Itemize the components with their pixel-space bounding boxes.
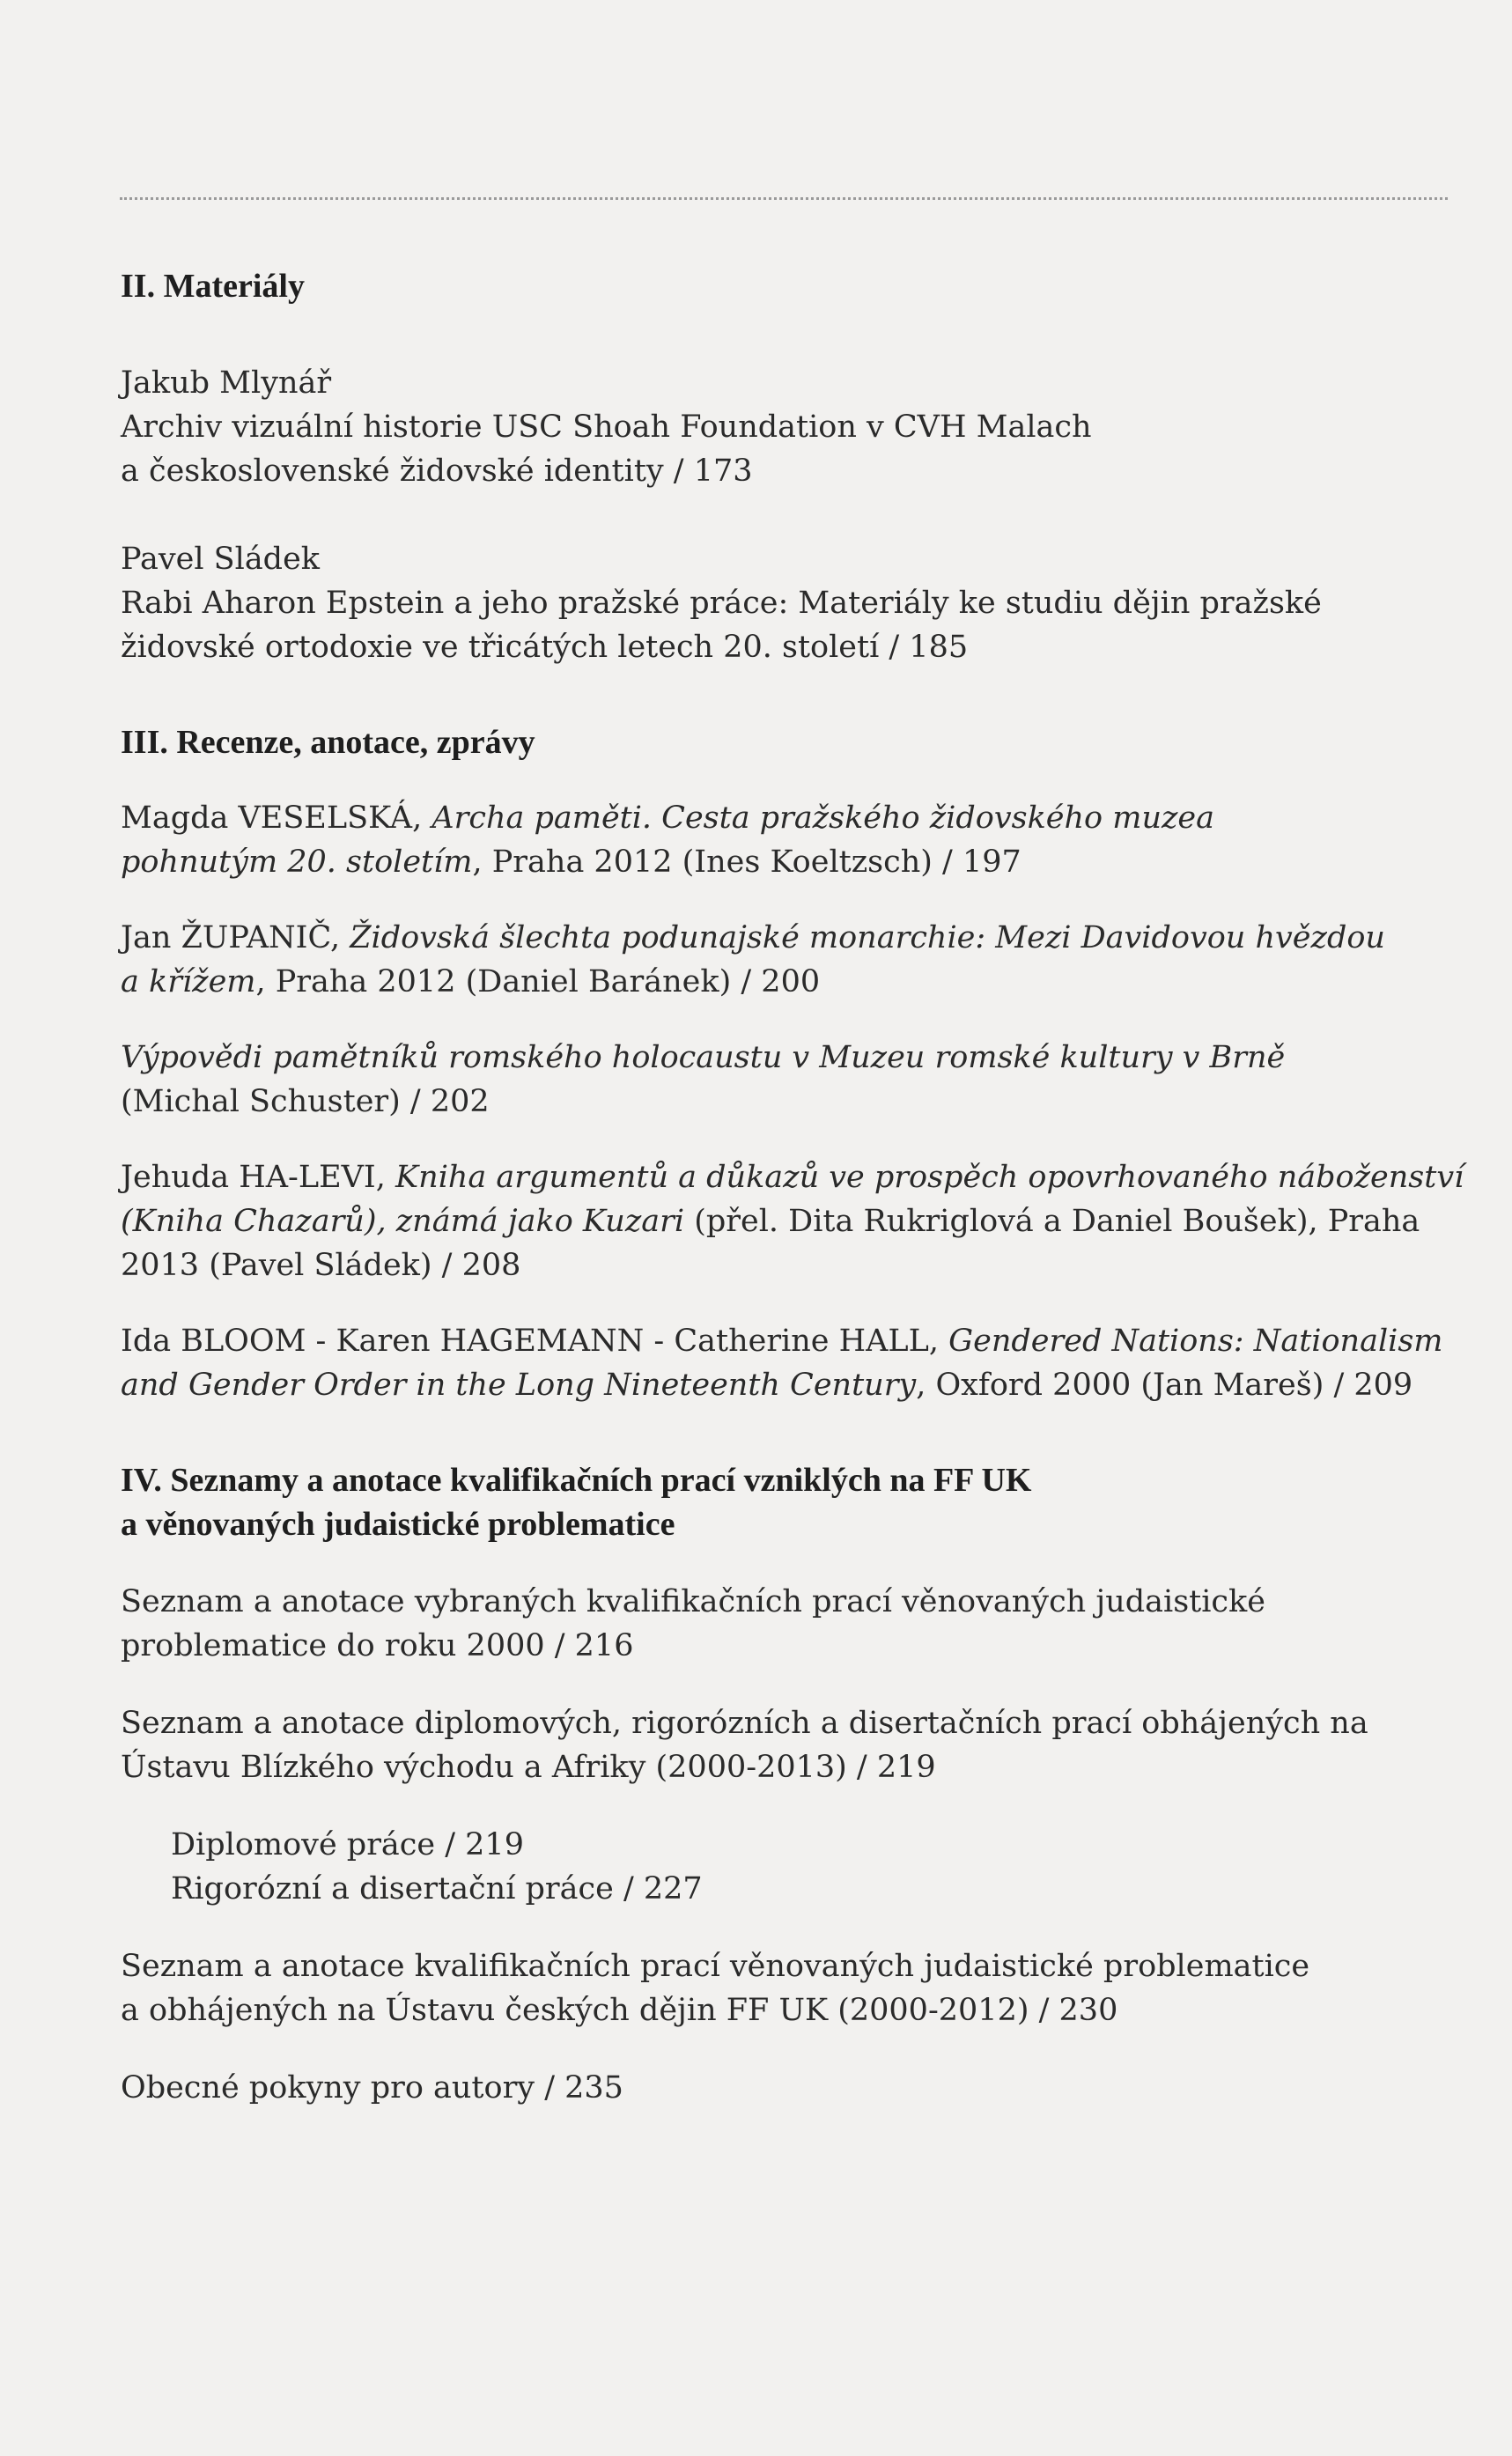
entry-title: (Kniha Chazarů), známá jako Kuzari: [121, 1204, 685, 1239]
toc-entry-seznam-do-2000: [121, 1580, 1442, 1668]
table-of-contents: [121, 264, 1464, 2110]
entry-title-line: Obecné pokyny pro autory / 235: [121, 2070, 623, 2106]
section-heading-seznamy: [121, 1458, 1442, 1546]
section-heading-recenze: III. Recenze, anotace, zprávy: [121, 724, 535, 761]
toc-entry-sladek: [121, 537, 1442, 669]
entry-title: a křížem: [121, 964, 256, 999]
toc-entry-veselska: [121, 796, 1442, 884]
entry-author: Jakub Mlynář: [121, 365, 332, 401]
section-heading-materialy: II. Materiály: [121, 268, 305, 305]
entry-author: Jan ŽUPANIČ,: [121, 920, 350, 955]
entry-title: Archa paměti. Cesta pražského židovského muzea: [431, 800, 1214, 836]
entry-title-line: a obhájených na Ústavu českých dějin FF UK (2000-2012) / 230: [121, 1993, 1118, 2028]
entry-title-line: Seznam a anotace vybraných kvalifikačních prací věnovaných judaistické: [121, 1584, 1265, 1619]
toc-entry-vypovedi: [121, 1036, 1442, 1124]
entry-title-line: židovské ortodoxie ve třicátých letech 20. století / 185: [121, 630, 969, 665]
entry-title-line: problematice do roku 2000 / 216: [121, 1628, 634, 1663]
entry-details: 2013 (Pavel Sládek) / 208: [121, 1248, 521, 1283]
entry-title: and Gender Order in the Long Nineteenth Century: [121, 1368, 917, 1403]
entry-details: , Praha 2012 (Daniel Baránek) / 200: [255, 964, 821, 999]
toc-entry-mlynar: [121, 361, 1442, 493]
entry-title-line: a československé židovské identity / 173: [121, 454, 753, 489]
toc-entry-bloom: [121, 1319, 1442, 1407]
entry-details: (Michal Schuster) / 202: [121, 1084, 490, 1119]
toc-entry-seznam-ubva: [121, 1701, 1442, 1789]
entry-details: , Oxford 2000 (Jan Mareš) / 209: [916, 1368, 1413, 1403]
toc-entry-zupanic: [121, 916, 1442, 1004]
entry-author: Magda VESELSKÁ,: [121, 800, 432, 836]
heading-line: IV. Seznamy a anotace kvalifikačních prací vzniklých na FF UK: [121, 1462, 1032, 1499]
entry-title: pohnutým 20. stoletím: [121, 844, 473, 880]
entry-title-line: Ústavu Blízkého východu a Afriky (2000-2013) / 219: [121, 1750, 936, 1785]
entry-title-line: Seznam a anotace diplomových, rigorózních a disertačních prací obhájených na: [121, 1706, 1368, 1741]
entry-details: , Praha 2012 (Ines Koeltzsch) / 197: [472, 844, 1022, 880]
entry-title: Kniha argumentů a důkazů ve prospěch opovrhovaného náboženství: [395, 1160, 1464, 1195]
entry-title-line: Rabi Aharon Epstein a jeho pražské práce: Materiály ke studiu dějin pražské: [121, 586, 1322, 621]
entry-title-line: Archiv vizuální historie USC Shoah Foundation v CVH Malach: [121, 409, 1092, 445]
entry-title-line: Seznam a anotace kvalifikačních prací věnovaných judaistické problematice: [121, 1949, 1310, 1984]
dotted-separator: [120, 197, 1448, 200]
entry-author: Jehuda HA-LEVI,: [121, 1160, 395, 1195]
entry-title: Gendered Nations: Nationalism: [948, 1324, 1443, 1359]
toc-entry-halevi: [121, 1155, 1464, 1287]
toc-sub-entries: [121, 1823, 1442, 1911]
heading-line: a věnovaných judaistické problematice: [121, 1506, 675, 1543]
toc-sub-entry-rigorozni: Rigorózní a disertační práce / 227: [171, 1871, 703, 1907]
entry-author: Ida BLOOM - Karen HAGEMANN - Catherine HALL,: [121, 1324, 949, 1359]
entry-title: Židovská šlechta podunajské monarchie: Mezi Davidovou hvězdou: [350, 920, 1385, 955]
entry-author: Pavel Sládek: [121, 542, 321, 577]
toc-sub-entry-diplomove: Diplomové práce / 219: [171, 1827, 524, 1862]
entry-title: Výpovědi pamětníků romského holocaustu v Muzeu romské kultury v Brně: [121, 1040, 1286, 1075]
toc-entry-seznam-ucd: [121, 1944, 1442, 2032]
toc-entry-pokyny: [121, 2066, 1442, 2110]
entry-details: (přel. Dita Rukriglová a Daniel Boušek), Praha: [684, 1204, 1420, 1239]
